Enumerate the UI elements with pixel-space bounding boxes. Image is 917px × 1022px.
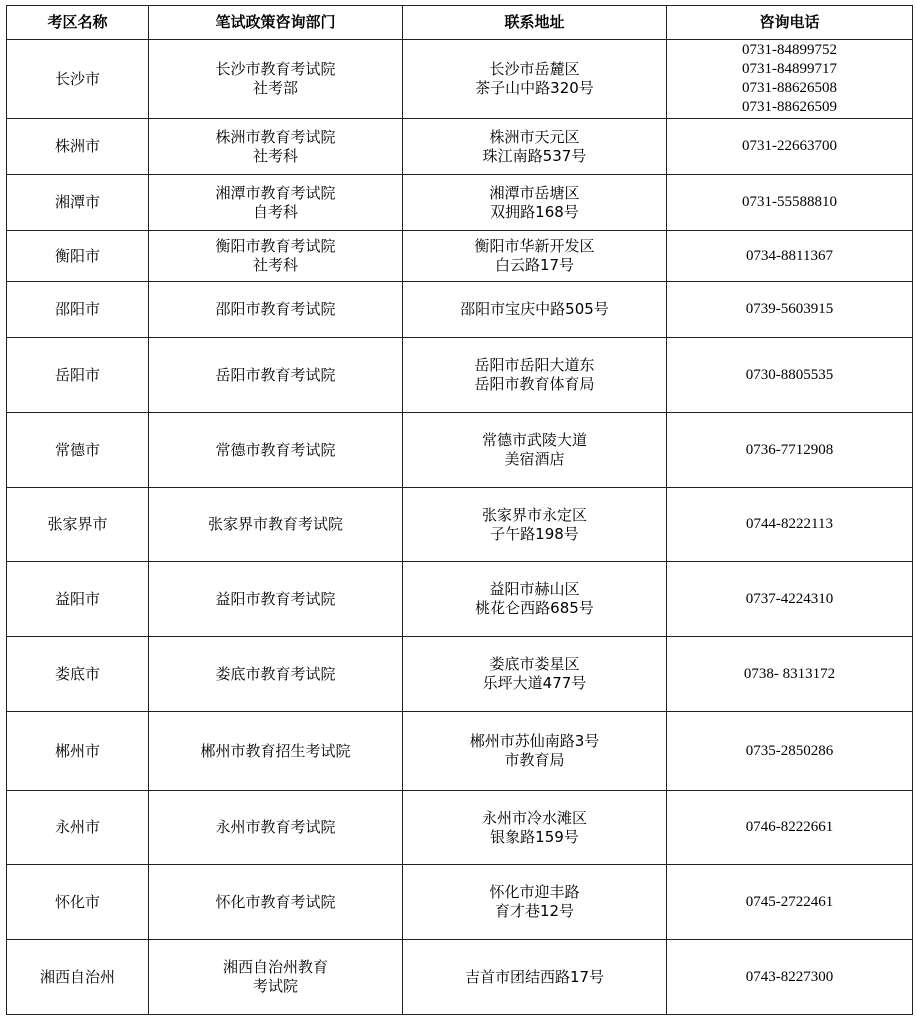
cell-address-line: 子午路198号: [490, 524, 579, 543]
cell-department-line: 自考科: [252, 202, 298, 221]
cell-department: [149, 940, 403, 1015]
cell-area: 张家界市: [7, 488, 149, 562]
cell-department: [149, 231, 403, 282]
cell-address: [403, 562, 667, 637]
cell-department: [149, 637, 403, 712]
header-department: 笔试政策咨询部门: [149, 6, 403, 40]
cell-address-line: 乐坪大道477号: [482, 674, 587, 692]
table-row: [7, 791, 913, 865]
cell-phone-line: 0731-84899752: [742, 42, 837, 58]
cell-address-line: 吉首市团结西路17号: [464, 967, 605, 986]
cell-department: [149, 488, 403, 562]
cell-department: [149, 791, 403, 865]
cell-address-line: 永州市冷水滩区: [481, 808, 587, 827]
cell-area: 长沙市: [7, 40, 149, 119]
cell-address: [403, 282, 667, 338]
table-row: [7, 338, 913, 413]
cell-phone-line: 0744-8222113: [746, 516, 833, 532]
cell-phone: [667, 338, 913, 413]
cell-phone-line: 0739-5603915: [745, 301, 834, 317]
cell-address-line: 岳阳市教育体育局: [474, 375, 595, 393]
cell-address-line: 益阳市赫山区: [489, 580, 580, 598]
cell-department-line: 社考部: [252, 79, 298, 97]
cell-department: [149, 338, 403, 413]
cell-department-line: 湘潭市教育考试院: [215, 183, 336, 202]
cell-area: 娄底市: [7, 637, 149, 712]
cell-area: 益阳市: [7, 562, 149, 637]
cell-address-line: 湘潭市岳塘区: [489, 183, 580, 202]
cell-department-line: 常德市教育考试院: [215, 440, 336, 459]
cell-phone-line: 0745-2722461: [745, 893, 834, 910]
cell-address: [403, 791, 667, 865]
cell-address-line: 市教育局: [504, 751, 565, 769]
cell-area: 邵阳市: [7, 282, 149, 338]
cell-phone: [667, 791, 913, 865]
header-address: 联系地址: [403, 6, 667, 40]
cell-address-line: 银象路159号: [490, 827, 579, 846]
table-row: [7, 175, 913, 231]
cell-department-line: 怀化市教育考试院: [215, 892, 336, 911]
cell-phone: [667, 119, 913, 175]
cell-department: [149, 865, 403, 940]
cell-address: [403, 940, 667, 1015]
cell-phone-line: 0731-55588810: [742, 194, 837, 210]
table-row: [7, 940, 913, 1015]
table-row: [7, 562, 913, 637]
cell-address-line: 怀化市迎丰路: [489, 883, 580, 901]
cell-address: [403, 637, 667, 712]
table-body: [7, 40, 913, 1015]
table-header-row: [7, 6, 913, 40]
cell-phone-line: 0738- 8313172: [743, 665, 836, 682]
cell-address-line: 邵阳市宝庆中路505号: [460, 300, 609, 318]
cell-department-line: 株洲市教育考试院: [215, 127, 336, 146]
cell-address-line: 双拥路168号: [490, 202, 579, 221]
cell-area: 株洲市: [7, 119, 149, 175]
cell-address-line: 珠江南路537号: [482, 146, 587, 165]
contact-table: [6, 5, 913, 1015]
cell-department-line: 岳阳市教育考试院: [215, 365, 336, 384]
cell-address: [403, 712, 667, 791]
cell-phone: [667, 865, 913, 940]
cell-area: 衡阳市: [7, 231, 149, 282]
cell-address: [403, 338, 667, 413]
cell-area: 湘潭市: [7, 175, 149, 231]
cell-department: [149, 119, 403, 175]
cell-address: [403, 231, 667, 282]
cell-area: 永州市: [7, 791, 149, 865]
cell-address-line: 茶子山中路320号: [475, 79, 594, 97]
cell-department: [149, 282, 403, 338]
cell-address-line: 娄底市娄星区: [489, 655, 580, 673]
cell-phone: [667, 637, 913, 712]
cell-area: 常德市: [7, 413, 149, 488]
cell-phone: [667, 940, 913, 1015]
cell-phone-line: 0731-22663700: [742, 138, 837, 154]
cell-phone: [667, 488, 913, 562]
cell-phone-line: 0731-88626509: [742, 99, 837, 115]
cell-department-line: 长沙市教育考试院: [215, 60, 336, 78]
cell-address-line: 育才巷12号: [494, 902, 575, 920]
cell-department: [149, 562, 403, 637]
table-row: [7, 712, 913, 791]
header-area: 考区名称: [7, 6, 149, 40]
cell-address: [403, 413, 667, 488]
table-row: [7, 413, 913, 488]
cell-phone-line: 0735-2850286: [745, 742, 834, 759]
cell-department-line: 考试院: [252, 977, 298, 995]
cell-address-line: 株洲市天元区: [489, 127, 580, 146]
cell-address: [403, 865, 667, 940]
cell-department-line: 张家界市教育考试院: [207, 515, 343, 533]
table-row: [7, 119, 913, 175]
cell-department: [149, 413, 403, 488]
cell-address: [403, 119, 667, 175]
cell-phone: [667, 413, 913, 488]
cell-address-line: 美宿酒店: [504, 450, 565, 468]
cell-address-line: 岳阳市岳阳大道东: [474, 356, 595, 374]
cell-phone-line: 0746-8222661: [745, 819, 834, 835]
cell-area: 湘西自治州: [7, 940, 149, 1015]
cell-department: [149, 40, 403, 119]
cell-department-line: 益阳市教育考试院: [215, 589, 336, 608]
cell-phone-line: 0730-8805535: [745, 366, 834, 383]
cell-address-line: 白云路17号: [494, 256, 575, 274]
cell-address-line: 长沙市岳麓区: [489, 60, 580, 78]
cell-department-line: 郴州市教育招生考试院: [200, 741, 351, 760]
cell-phone: [667, 712, 913, 791]
cell-phone: [667, 40, 913, 119]
cell-phone-line: 0736-7712908: [745, 441, 834, 458]
table-row: [7, 231, 913, 282]
cell-department-line: 邵阳市教育考试院: [215, 300, 336, 318]
cell-department-line: 永州市教育考试院: [215, 818, 336, 836]
cell-phone-line: 0734-8811367: [746, 247, 833, 264]
table-row: [7, 865, 913, 940]
cell-phone-line: 0731-84899717: [742, 61, 837, 77]
cell-address-line: 桃花仑西路685号: [475, 599, 594, 617]
cell-address: [403, 488, 667, 562]
cell-phone: [667, 175, 913, 231]
table-row: [7, 637, 913, 712]
cell-department-line: 娄底市教育考试院: [215, 664, 336, 683]
cell-address: [403, 40, 667, 119]
table-row: [7, 282, 913, 338]
cell-department: [149, 712, 403, 791]
cell-phone-line: 0737-4224310: [745, 590, 834, 607]
cell-phone: [667, 231, 913, 282]
cell-phone: [667, 562, 913, 637]
cell-address-line: 常德市武陵大道: [481, 431, 587, 449]
cell-area: 岳阳市: [7, 338, 149, 413]
cell-address-line: 张家界市永定区: [481, 505, 587, 524]
cell-department-line: 湘西自治州教育: [222, 958, 328, 976]
cell-phone-line: 0731-88626508: [742, 80, 837, 96]
table-row: [7, 488, 913, 562]
cell-address-line: 郴州市苏仙南路3号: [469, 732, 600, 750]
cell-department-line: 衡阳市教育考试院: [215, 237, 336, 255]
cell-phone-line: 0743-8227300: [745, 968, 834, 985]
header-phone: 咨询电话: [667, 6, 913, 40]
cell-area: 怀化市: [7, 865, 149, 940]
cell-phone: [667, 282, 913, 338]
cell-department-line: 社考科: [252, 146, 298, 165]
table-row: [7, 40, 913, 119]
cell-address-line: 衡阳市华新开发区: [474, 237, 595, 255]
cell-area: 郴州市: [7, 712, 149, 791]
cell-department-line: 社考科: [252, 256, 298, 274]
cell-department: [149, 175, 403, 231]
cell-address: [403, 175, 667, 231]
